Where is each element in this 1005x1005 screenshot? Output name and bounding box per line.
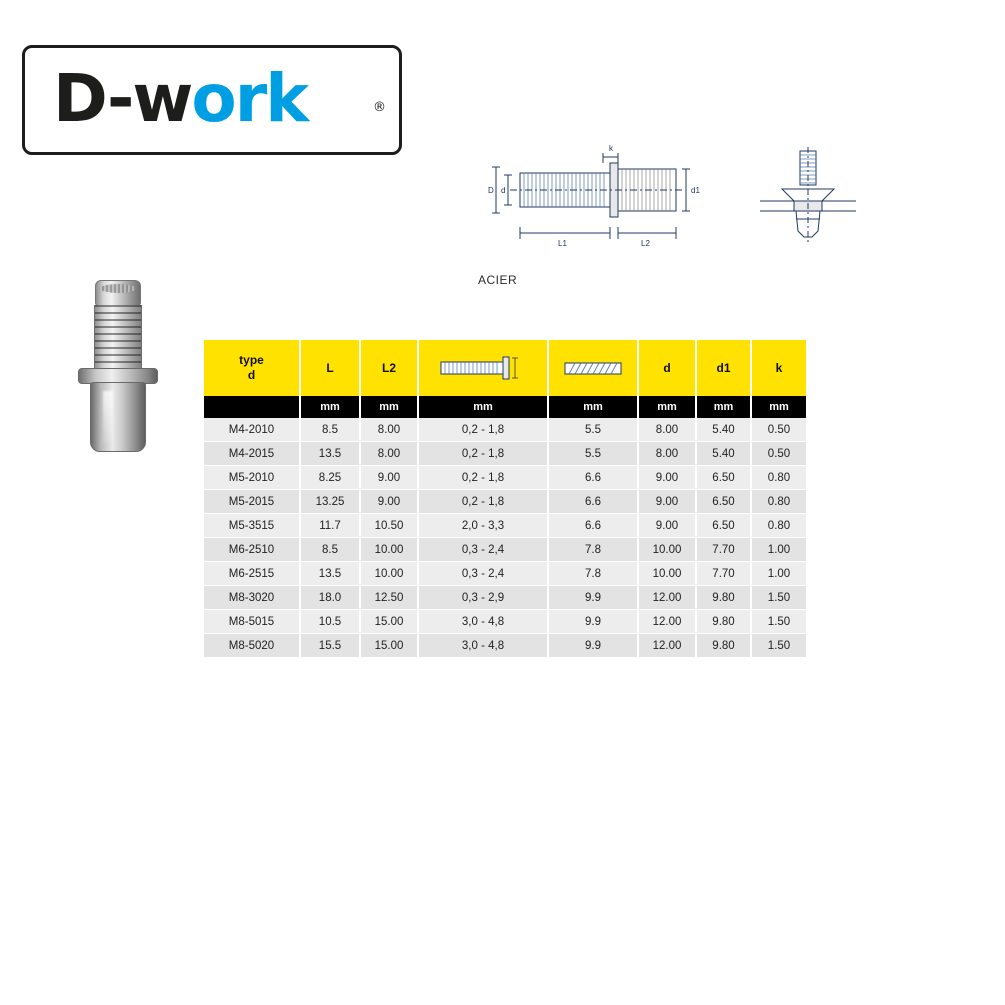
cell-grip: 3,0 - 4,8 [418, 610, 548, 634]
hole-diameter-icon [549, 340, 637, 396]
cell-k: 0.50 [751, 418, 806, 442]
table-header-row [204, 340, 806, 396]
product-photo-body [90, 382, 146, 452]
cell-type: M4-2010 [204, 418, 300, 442]
material-label: ACIER [478, 273, 518, 287]
cell-l: 8.5 [300, 418, 360, 442]
cell-d: 9.00 [638, 514, 696, 538]
header-k: k [751, 340, 806, 396]
cell-d1: 6.50 [696, 514, 751, 538]
cell-k: 0.50 [751, 442, 806, 466]
cell-hole: 6.6 [548, 490, 638, 514]
cell-d: 10.00 [638, 538, 696, 562]
unit-l: mm [300, 396, 360, 418]
cell-d1: 9.80 [696, 634, 751, 658]
cell-type: M5-2010 [204, 466, 300, 490]
header-l2: L2 [360, 340, 418, 396]
side-view-svg [470, 145, 710, 260]
cell-d1: 5.40 [696, 442, 751, 466]
cell-grip: 0,3 - 2,4 [418, 538, 548, 562]
cell-l: 13.5 [300, 562, 360, 586]
logo-text-blue: ork [191, 59, 308, 137]
cell-grip: 2,0 - 3,3 [418, 514, 548, 538]
dimension-label-L1: L1 [558, 239, 567, 248]
cell-hole: 5.5 [548, 442, 638, 466]
cell-d1: 7.70 [696, 538, 751, 562]
cell-type: M5-2015 [204, 490, 300, 514]
cell-hole: 9.9 [548, 610, 638, 634]
table-row [204, 418, 806, 442]
cell-k: 1.00 [751, 538, 806, 562]
cell-d: 9.00 [638, 490, 696, 514]
header-d: d [638, 340, 696, 396]
cell-l2: 15.00 [360, 610, 418, 634]
cell-k: 0.80 [751, 466, 806, 490]
cell-l: 18.0 [300, 586, 360, 610]
specification-table [204, 340, 806, 658]
cell-d: 12.00 [638, 610, 696, 634]
product-photo-rivet-nut [72, 280, 164, 455]
cell-d1: 6.50 [696, 466, 751, 490]
table-row [204, 634, 806, 658]
cell-d1: 5.40 [696, 418, 751, 442]
cell-l2: 15.00 [360, 634, 418, 658]
header-type-line1: type [239, 353, 264, 367]
cell-l2: 12.50 [360, 586, 418, 610]
cell-grip: 0,3 - 2,4 [418, 562, 548, 586]
cell-l2: 10.00 [360, 562, 418, 586]
cell-l: 13.25 [300, 490, 360, 514]
table-body [204, 418, 806, 658]
cell-l: 11.7 [300, 514, 360, 538]
unit-type [204, 396, 300, 418]
cell-k: 1.00 [751, 562, 806, 586]
cell-type: M8-3020 [204, 586, 300, 610]
header-grip-range [418, 340, 548, 396]
cell-d1: 7.70 [696, 562, 751, 586]
cell-type: M8-5015 [204, 610, 300, 634]
registered-trademark-icon: ® [373, 100, 386, 115]
dimension-label-L2: L2 [641, 239, 650, 248]
cell-d: 12.00 [638, 634, 696, 658]
cell-d: 12.00 [638, 586, 696, 610]
table-row [204, 586, 806, 610]
dimension-label-k: k [609, 145, 613, 153]
cell-hole: 5.5 [548, 418, 638, 442]
cell-grip: 0,2 - 1,8 [418, 442, 548, 466]
cell-k: 0.80 [751, 490, 806, 514]
cell-d1: 6.50 [696, 490, 751, 514]
header-l: L [300, 340, 360, 396]
cell-hole: 9.9 [548, 586, 638, 610]
specification-table-wrapper [204, 340, 806, 658]
cell-d1: 9.80 [696, 586, 751, 610]
cell-grip: 3,0 - 4,8 [418, 634, 548, 658]
cell-l: 15.5 [300, 634, 360, 658]
cell-type: M8-5020 [204, 634, 300, 658]
grip-range-icon [419, 340, 547, 396]
unit-l2: mm [360, 396, 418, 418]
cell-hole: 6.6 [548, 514, 638, 538]
dimension-label-d: d [501, 186, 506, 195]
cell-d: 9.00 [638, 466, 696, 490]
cell-type: M6-2510 [204, 538, 300, 562]
brand-logo [22, 45, 402, 155]
table-row [204, 466, 806, 490]
cell-hole: 9.9 [548, 634, 638, 658]
header-type-line2: d [247, 368, 256, 382]
header-d1: d1 [696, 340, 751, 396]
hole-diameter-diagram-icon [561, 356, 625, 380]
unit-d: mm [638, 396, 696, 418]
dimension-label-D: D [488, 186, 494, 195]
header-hole-diameter [548, 340, 638, 396]
product-photo-thread [94, 305, 142, 371]
unit-k: mm [751, 396, 806, 418]
logo-wordmark [53, 60, 307, 137]
cell-l2: 9.00 [360, 466, 418, 490]
table-row [204, 514, 806, 538]
cell-k: 1.50 [751, 586, 806, 610]
cell-grip: 0,2 - 1,8 [418, 418, 548, 442]
cell-l: 13.5 [300, 442, 360, 466]
cell-k: 1.50 [751, 634, 806, 658]
cell-k: 0.80 [751, 514, 806, 538]
technical-drawing-installed-view [752, 145, 872, 255]
table-unit-row [204, 396, 806, 418]
unit-grip: mm [418, 396, 548, 418]
cell-d: 8.00 [638, 442, 696, 466]
dimension-label-d1: d1 [691, 186, 700, 195]
installed-view-svg [752, 145, 872, 255]
cell-hole: 7.8 [548, 562, 638, 586]
header-type [204, 340, 300, 396]
table-row [204, 538, 806, 562]
cell-k: 1.50 [751, 610, 806, 634]
table-row [204, 490, 806, 514]
table-row [204, 610, 806, 634]
unit-hole: mm [548, 396, 638, 418]
cell-grip: 0,2 - 1,8 [418, 490, 548, 514]
cell-grip: 0,3 - 2,9 [418, 586, 548, 610]
cell-l: 10.5 [300, 610, 360, 634]
table-row [204, 442, 806, 466]
product-photo-head [95, 280, 141, 306]
technical-drawing-side-view [470, 145, 710, 260]
table-row [204, 562, 806, 586]
cell-type: M4-2015 [204, 442, 300, 466]
cell-d: 8.00 [638, 418, 696, 442]
cell-l: 8.5 [300, 538, 360, 562]
grip-range-diagram-icon [437, 353, 529, 383]
cell-l2: 9.00 [360, 490, 418, 514]
cell-grip: 0,2 - 1,8 [418, 466, 548, 490]
cell-l2: 8.00 [360, 418, 418, 442]
cell-d1: 9.80 [696, 610, 751, 634]
cell-l2: 10.50 [360, 514, 418, 538]
cell-hole: 6.6 [548, 466, 638, 490]
cell-l: 8.25 [300, 466, 360, 490]
cell-l2: 8.00 [360, 442, 418, 466]
logo-text-dark: D-w [53, 59, 192, 137]
cell-type: M6-2515 [204, 562, 300, 586]
unit-d1: mm [696, 396, 751, 418]
cell-d: 10.00 [638, 562, 696, 586]
cell-l2: 10.00 [360, 538, 418, 562]
cell-hole: 7.8 [548, 538, 638, 562]
cell-type: M5-3515 [204, 514, 300, 538]
